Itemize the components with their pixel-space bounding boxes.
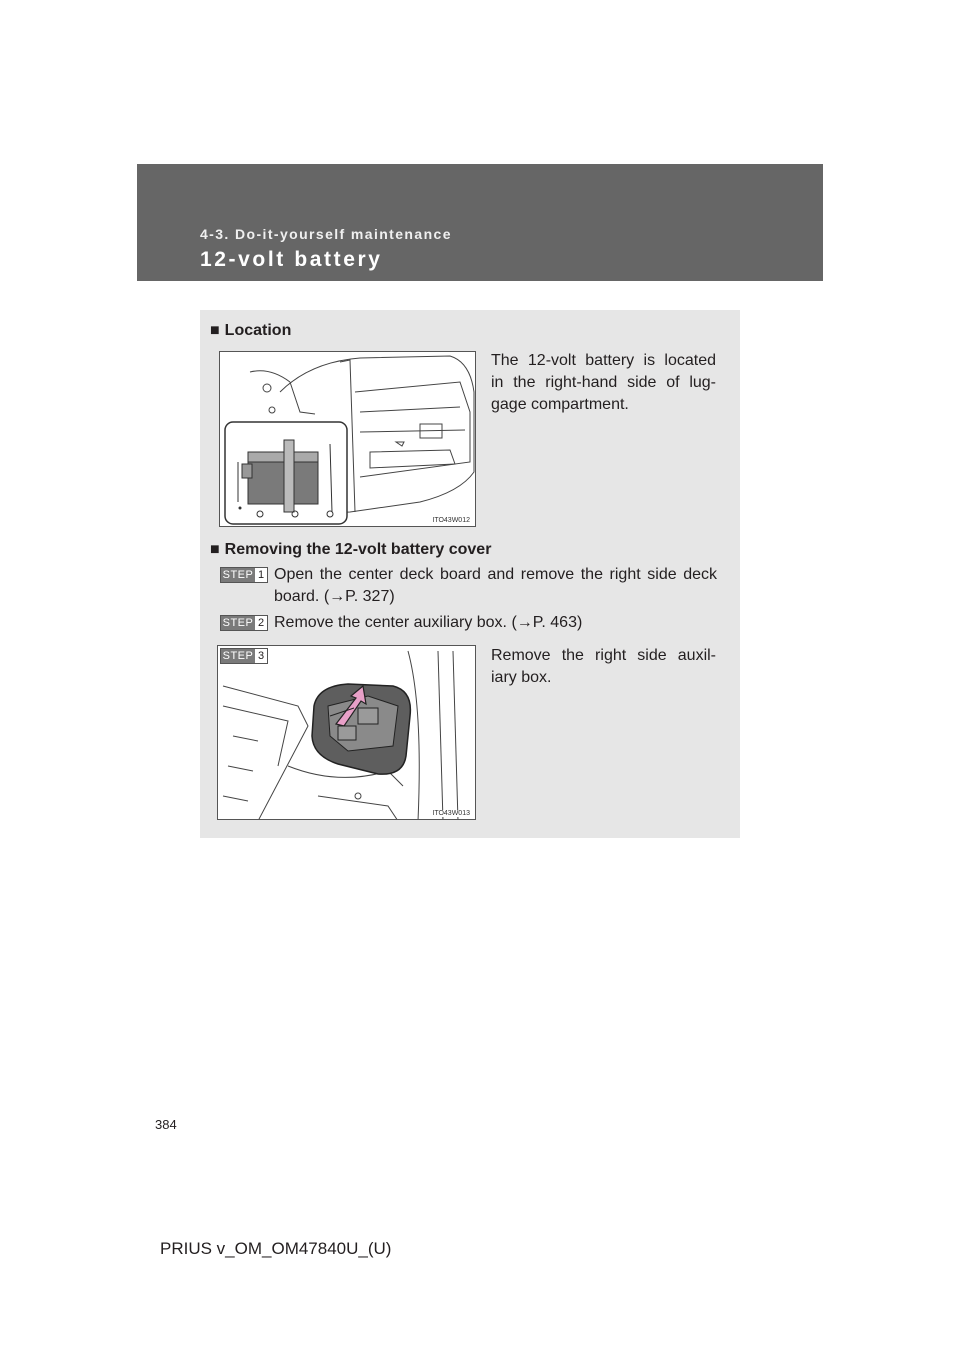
step-1-badge	[220, 567, 268, 583]
step-3-line-2: iary box.	[491, 669, 552, 686]
step-1-line-1: Open the center deck board and remove the right side deck	[274, 566, 717, 583]
step-1-line-2: board. (→P. 327)	[274, 588, 395, 605]
figure-code: ITO43W012	[432, 517, 470, 524]
figure-code: ITO43W013	[432, 810, 470, 817]
step-2-badge	[220, 615, 268, 631]
step-3-line-1: Remove the right side auxil-	[491, 647, 716, 664]
removing-heading-text: Removing the 12-volt battery cover	[224, 541, 492, 558]
battery-location-drawing	[220, 352, 476, 527]
removing-heading	[210, 541, 491, 559]
auxiliary-box-drawing	[218, 646, 476, 820]
step-word: STEP	[222, 617, 254, 629]
location-line-2: in the right-hand side of lug-	[491, 374, 716, 391]
step-number: 1	[257, 569, 265, 581]
page-title: 12-volt battery	[200, 248, 383, 271]
step-word: STEP	[222, 650, 254, 662]
chapter-header	[137, 164, 823, 281]
location-line-3: gage compartment.	[491, 396, 629, 413]
location-heading	[210, 322, 291, 340]
section-label: 4-3. Do-it-yourself maintenance	[200, 226, 452, 242]
heading-marker: ■	[210, 541, 220, 558]
page-number: 384	[155, 1117, 177, 1132]
location-line-1: The 12-volt battery is located	[491, 352, 716, 369]
location-heading-text: Location	[224, 322, 292, 339]
auxiliary-box-illustration	[217, 645, 476, 820]
step-number: 3	[257, 650, 265, 662]
step-2-line-1: Remove the center auxiliary box. (→P. 463)	[274, 614, 583, 631]
heading-marker: ■	[210, 322, 220, 339]
step-number: 2	[257, 617, 265, 629]
step-word: STEP	[222, 569, 254, 581]
footer-model-code: PRIUS v_OM_OM47840U_(U)	[160, 1239, 392, 1258]
step-3-badge	[220, 648, 268, 664]
battery-location-illustration	[219, 351, 476, 527]
